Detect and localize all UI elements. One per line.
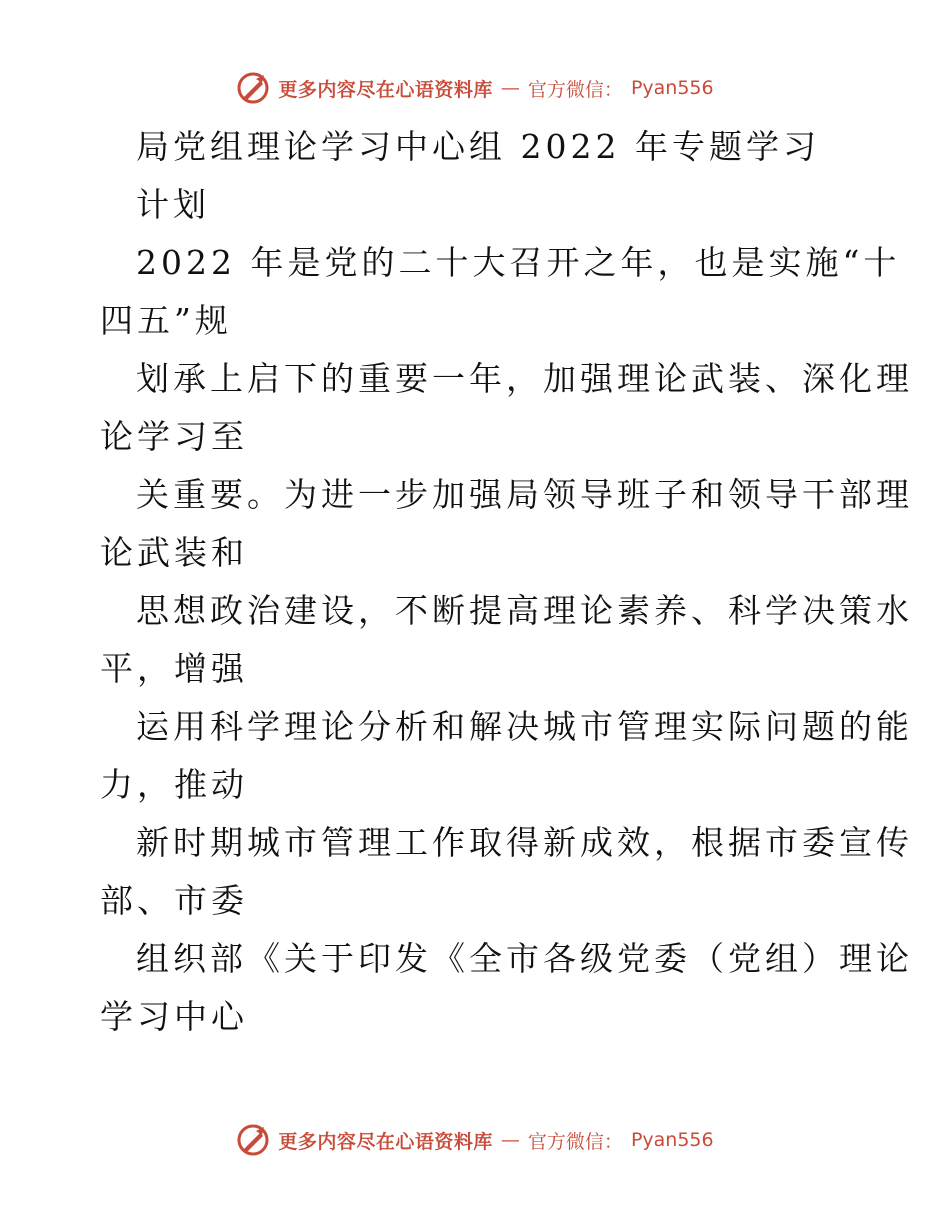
text-line: 局党组理论学习中心组 2022 年专题学习 (136, 127, 820, 166)
text-line: 组织部《关于印发《全市各级党委（党组）理论 (136, 939, 913, 978)
watermark-label: 官方微信： (527, 1130, 623, 1153)
watermark-label: 官方微信： (527, 78, 623, 101)
footer-watermark (0, 1120, 950, 1160)
watermark-dash: — (500, 1129, 520, 1151)
watermark-wechat-id: Pyan556 (630, 77, 714, 99)
text-line: 新时期城市管理工作取得新成效，根据市委宣传 (136, 823, 913, 862)
text-line: 部、市委 (100, 881, 248, 920)
watermark-brand: 更多内容尽在心语资料库 (278, 1130, 493, 1153)
text-line: 论学习至 (100, 417, 248, 456)
watermark-dash: — (500, 77, 520, 99)
text-line: 平，增强 (100, 649, 248, 688)
text-line: 学习中心 (100, 997, 248, 1036)
header-watermark (0, 68, 950, 108)
watermark-brand: 更多内容尽在心语资料库 (278, 78, 493, 101)
watermark-wechat-id: Pyan556 (630, 1129, 714, 1151)
text-line: 计划 (136, 185, 210, 224)
document-body (100, 118, 913, 1046)
text-line: 力，推动 (100, 765, 248, 804)
text-line: 四五”规 (100, 301, 232, 340)
text-line: 划承上启下的重要一年，加强理论武装、深化理 (136, 359, 913, 398)
text-line: 论武装和 (100, 533, 248, 572)
text-line: 2022 年是党的二十大召开之年，也是实施“十 (136, 243, 901, 282)
text-line: 关重要。为进一步加强局领导班子和领导干部理 (136, 475, 913, 514)
text-line: 思想政治建设，不断提高理论素养、科学决策水 (136, 591, 913, 630)
text-line: 运用科学理论分析和解决城市管理实际问题的能 (136, 707, 913, 746)
quill-logo-icon (236, 1123, 270, 1157)
quill-logo-icon (236, 71, 270, 105)
